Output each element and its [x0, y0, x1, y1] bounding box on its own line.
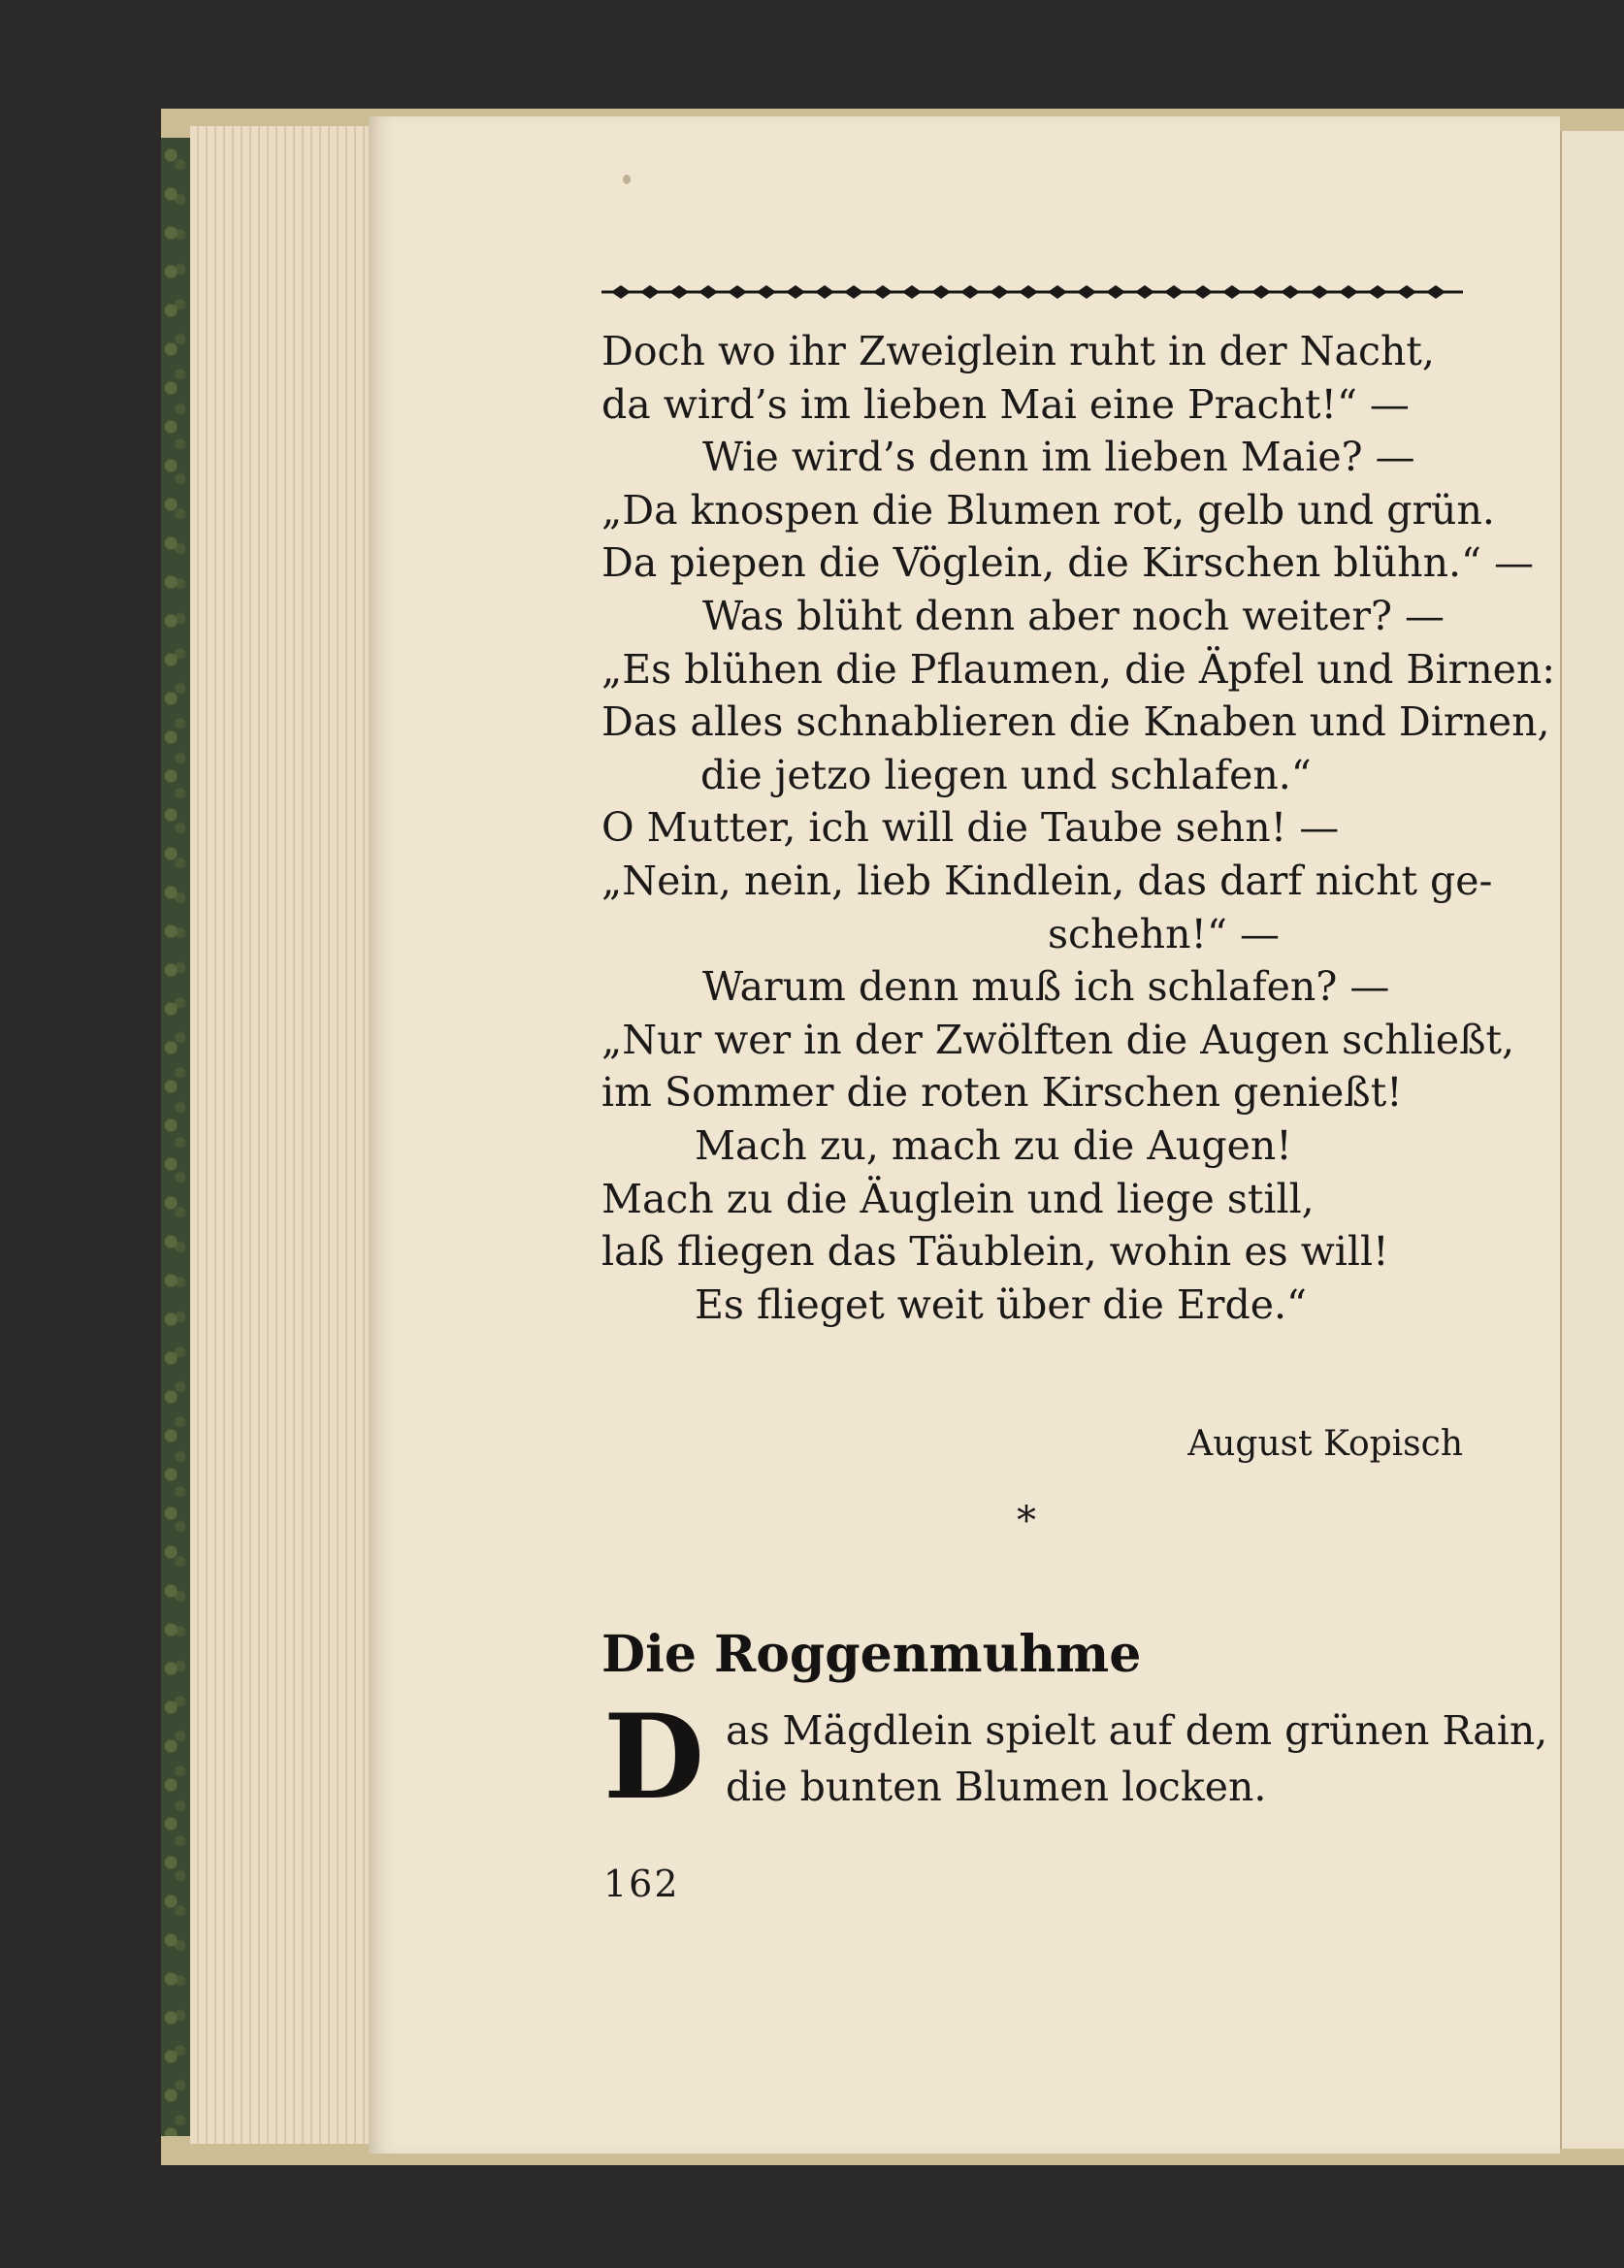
poem-line: laß fliegen das Täublein, wohin es will!: [601, 1228, 1389, 1276]
paper-spot: [623, 175, 631, 184]
poem-line: „Nein, nein, lieb Kindlein, das darf nicht ge-: [601, 857, 1493, 904]
poem-text: [601, 325, 1556, 1331]
poem-line: die jetzo liegen und schlafen.“: [700, 751, 1312, 798]
poem-author: August Kopisch: [1187, 1424, 1463, 1464]
poem-line: Mach zu die Äuglein und liege still,: [601, 1175, 1315, 1222]
poem-line: as Mägdlein spielt auf dem grünen Rain,: [726, 1707, 1548, 1754]
section-separator: *: [1017, 1499, 1036, 1543]
poem-line: die bunten Blumen locken.: [726, 1764, 1267, 1810]
poem-title: Die Roggenmuhme: [601, 1625, 1142, 1684]
poem-line: Was blüht denn aber noch weiter? —: [702, 592, 1445, 639]
poem-line: Mach zu, mach zu die Augen!: [695, 1121, 1292, 1169]
poem-line: im Sommer die roten Kirschen genießt!: [601, 1069, 1403, 1117]
page-edges: [190, 126, 384, 2144]
poem-line: schehn!“ —: [1048, 910, 1280, 957]
poem-line: Warum denn muß ich schlafen? —: [702, 963, 1390, 1011]
poem-line: „Es blühen die Pflaumen, die Äpfel und Birnen:: [601, 645, 1556, 693]
poem-line: Es flieget weit über die Erde.“: [695, 1280, 1307, 1328]
poem-line: da wird’s im lieben Mai eine Pracht!“ —: [601, 380, 1410, 428]
page-number: 162: [603, 1863, 680, 1905]
poem-line: Doch wo ihr Zweiglein ruht in der Nacht,: [601, 328, 1435, 374]
poem-line: Wie wird’s denn im lieben Maie? —: [702, 434, 1415, 481]
facing-page-edge: [1560, 131, 1624, 2149]
poem-line: Das alles schnablieren die Knaben und Dirnen,: [601, 698, 1550, 746]
poem-line: Da piepen die Vöglein, die Kirschen blühn.“ —: [601, 539, 1535, 587]
drop-cap: D: [603, 1689, 705, 1826]
ornament-rule: [601, 281, 1463, 303]
poem-line: „Nur wer in der Zwölften die Augen schließt,: [601, 1016, 1514, 1063]
poem-line: „Da knospen die Blumen rot, gelb und grün.: [601, 486, 1495, 534]
next-poem-text: [726, 1702, 1547, 1815]
poem-line: O Mutter, ich will die Taube sehn! —: [601, 804, 1340, 852]
